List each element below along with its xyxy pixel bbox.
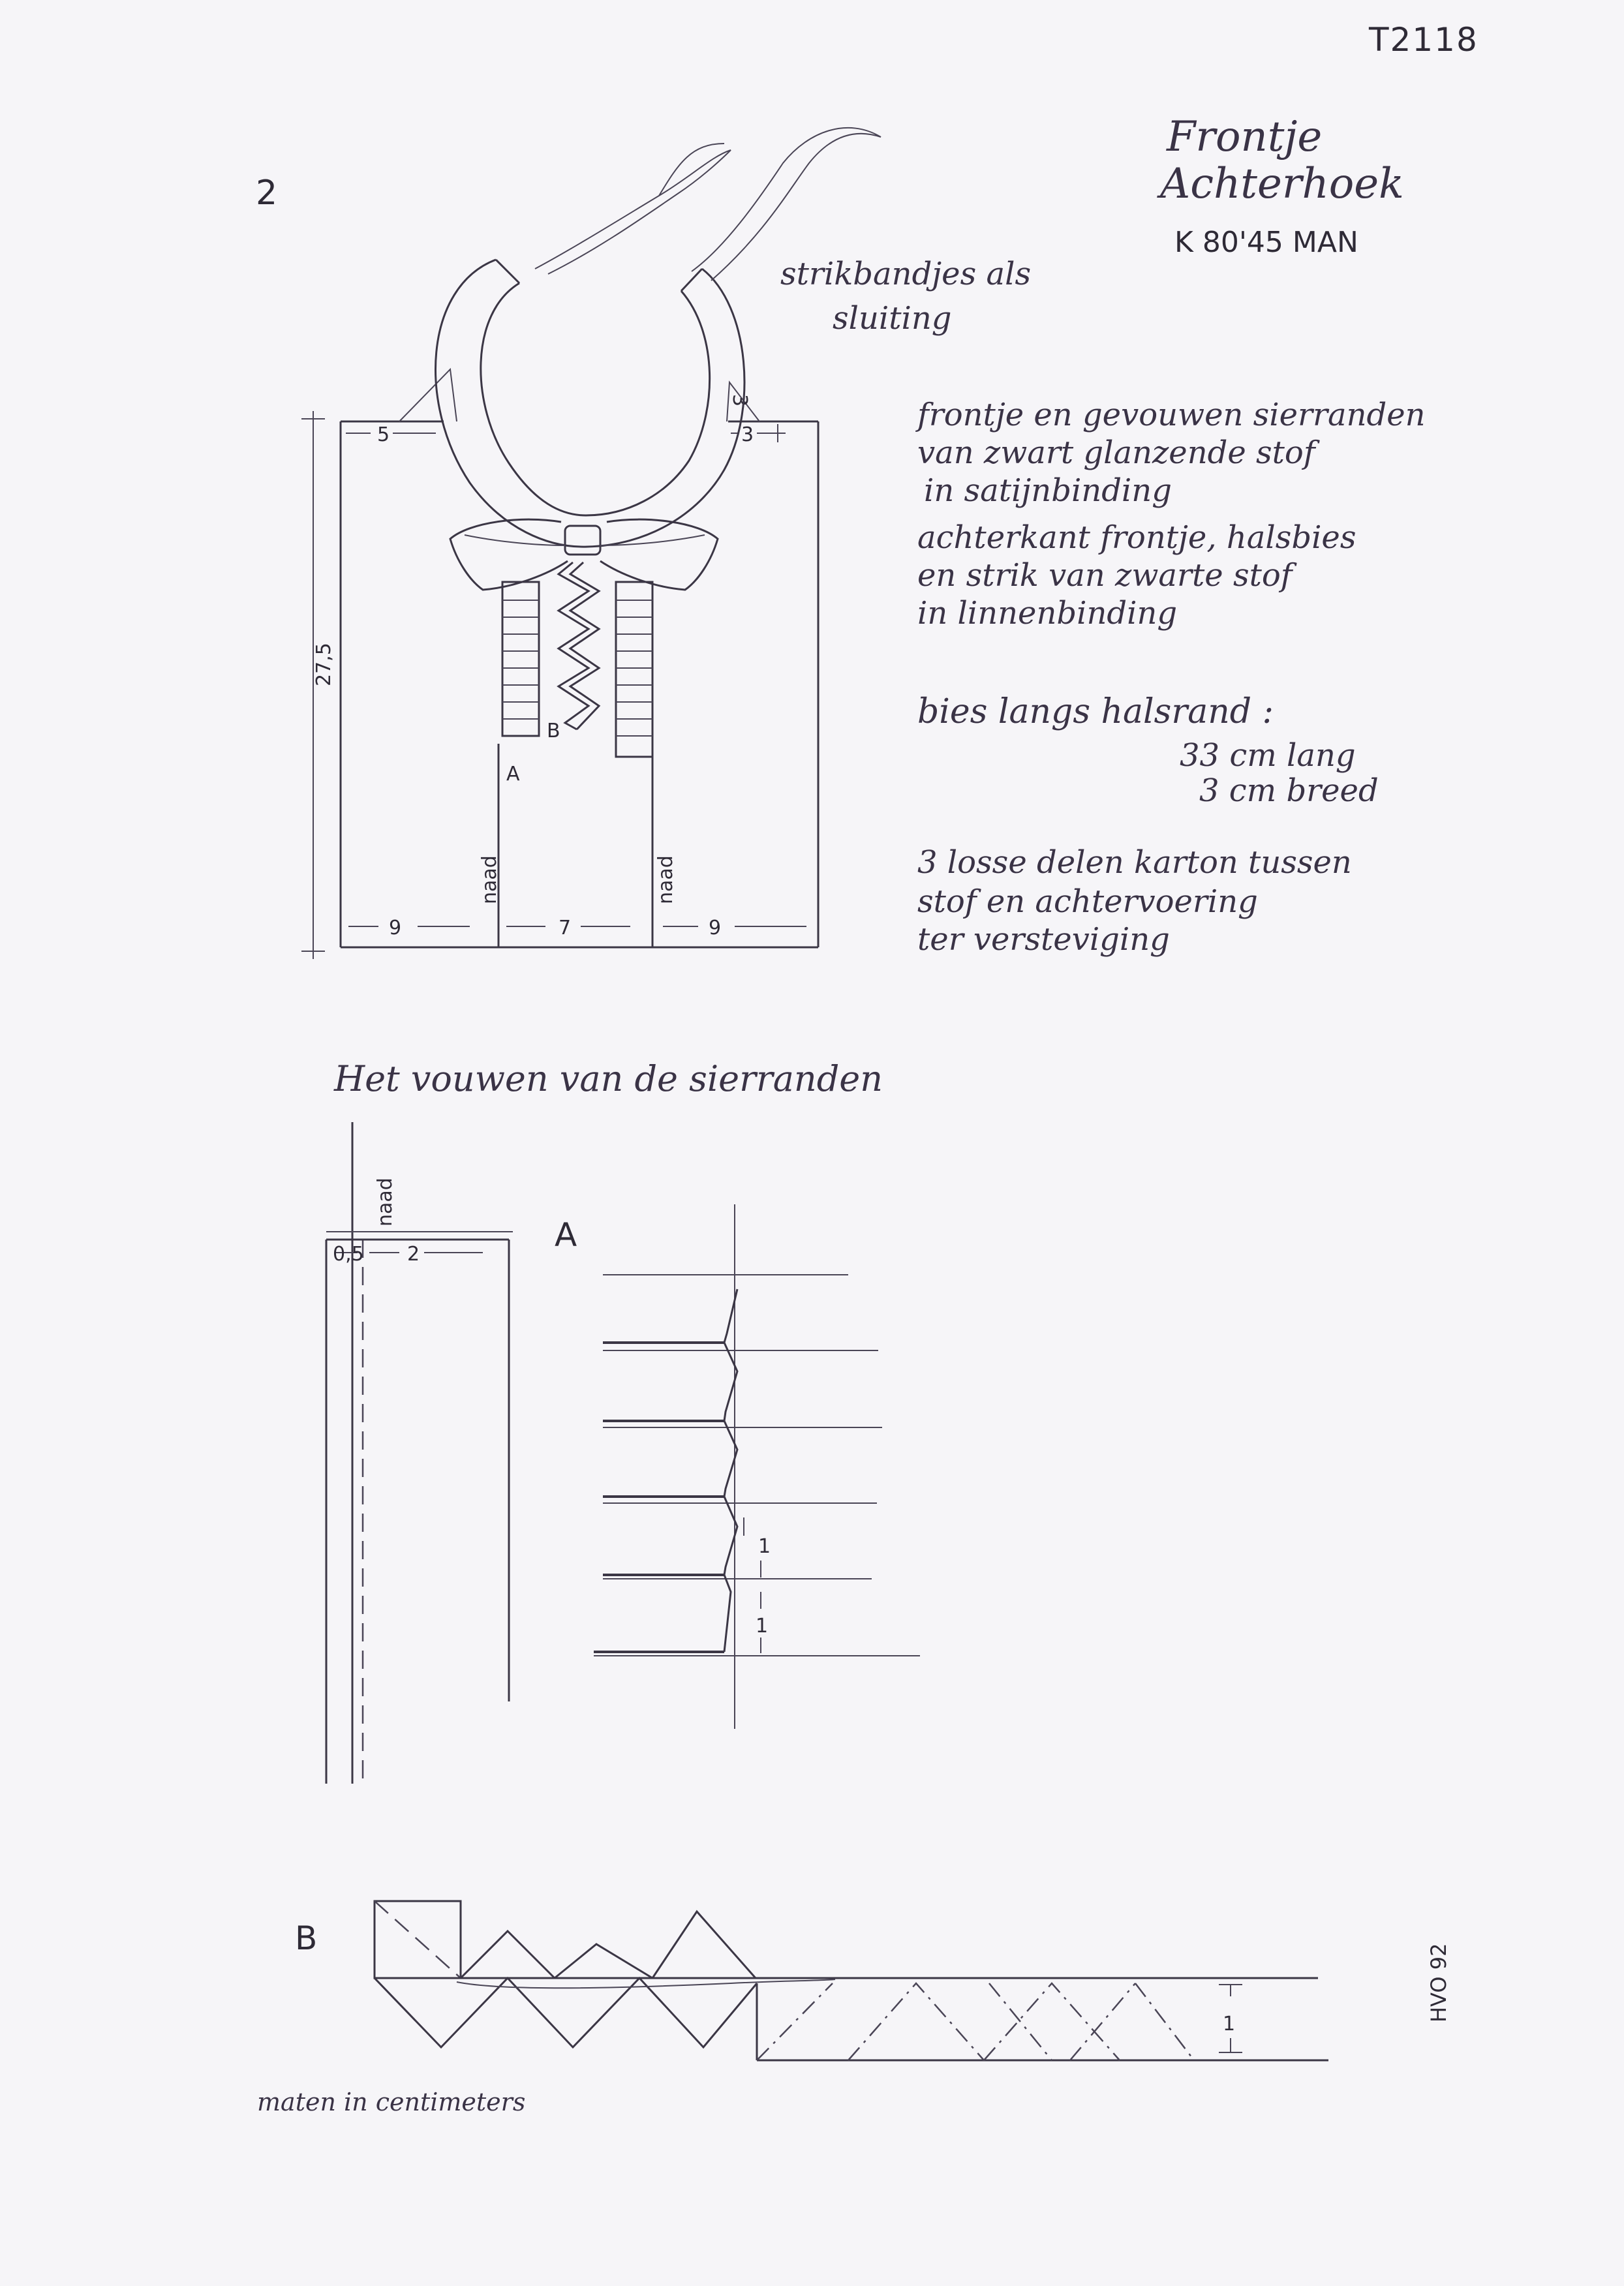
pleat-diagram-a <box>555 1204 920 1729</box>
neck-bias-width: 3 cm breed <box>1199 772 1379 809</box>
zigzag-diagram-b <box>295 1901 1328 2060</box>
zigzag-label-b: B <box>295 1919 318 1957</box>
description-line: en strik van zwarte stof <box>917 557 1293 594</box>
footer-note: maten in centimeters <box>257 2088 526 2116</box>
title-line-2: Achterhoek <box>1160 160 1404 208</box>
title-line-3: K 80'45 MAN <box>1174 226 1358 259</box>
ties-note-line-2: sluiting <box>833 300 952 337</box>
sheet-code: T2118 <box>1369 21 1478 59</box>
dim-bottom-left: 9 <box>389 917 402 939</box>
zigzag-measure: 1 <box>1223 2013 1236 2035</box>
signature: HVO 92 <box>1426 1943 1451 2022</box>
seam-label-right: naad <box>654 855 677 904</box>
description-line: ter versteviging <box>917 921 1170 958</box>
title-line-1: Frontje <box>1167 113 1323 161</box>
pleat-measure-a2: 1 <box>756 1615 769 1638</box>
fold-width: 2 <box>407 1243 420 1266</box>
description-line: frontje en gevouwen sierranden <box>917 397 1426 433</box>
folding-strip-diagram <box>326 1122 513 1784</box>
description-line: stof en achtervoering <box>917 883 1258 920</box>
description-line: in satijnbinding <box>924 472 1172 509</box>
dim-top-left: 5 <box>377 423 390 446</box>
description-line: van zwart glanzende stof <box>917 434 1315 471</box>
fold-allowance: 0,5 <box>333 1243 364 1266</box>
dim-top-right-vertical: 3 <box>728 394 751 407</box>
description-line: in linnenbinding <box>917 595 1178 632</box>
front-piece-diagram <box>301 128 881 959</box>
description-line: 3 losse delen karton tussen <box>917 844 1352 881</box>
dim-height: 27,5 <box>313 643 335 686</box>
neck-bias-heading: bies langs halsrand : <box>917 692 1274 731</box>
strip-label-b: B <box>547 720 560 742</box>
strip-left-pleats <box>502 600 539 719</box>
pleat-measure-a1: 1 <box>758 1535 771 1558</box>
dim-bottom-right: 9 <box>709 917 722 939</box>
seam-label-left: naad <box>478 855 501 904</box>
description-line: achterkant frontje, halsbies <box>917 519 1356 556</box>
page-number: 2 <box>256 174 278 213</box>
fold-seam-label: naad <box>374 1178 397 1227</box>
strip-right-pleats <box>616 600 652 736</box>
dim-top-right: 3 <box>741 423 754 446</box>
folding-heading: Het vouwen van de sierranden <box>334 1058 883 1099</box>
dim-bottom-middle: 7 <box>559 917 572 939</box>
ties-note-line-1: strikbandjes als <box>780 256 1032 292</box>
pleat-label-a: A <box>555 1216 577 1254</box>
strip-label-a: A <box>506 763 520 785</box>
neck-bias-length: 33 cm lang <box>1180 737 1356 774</box>
